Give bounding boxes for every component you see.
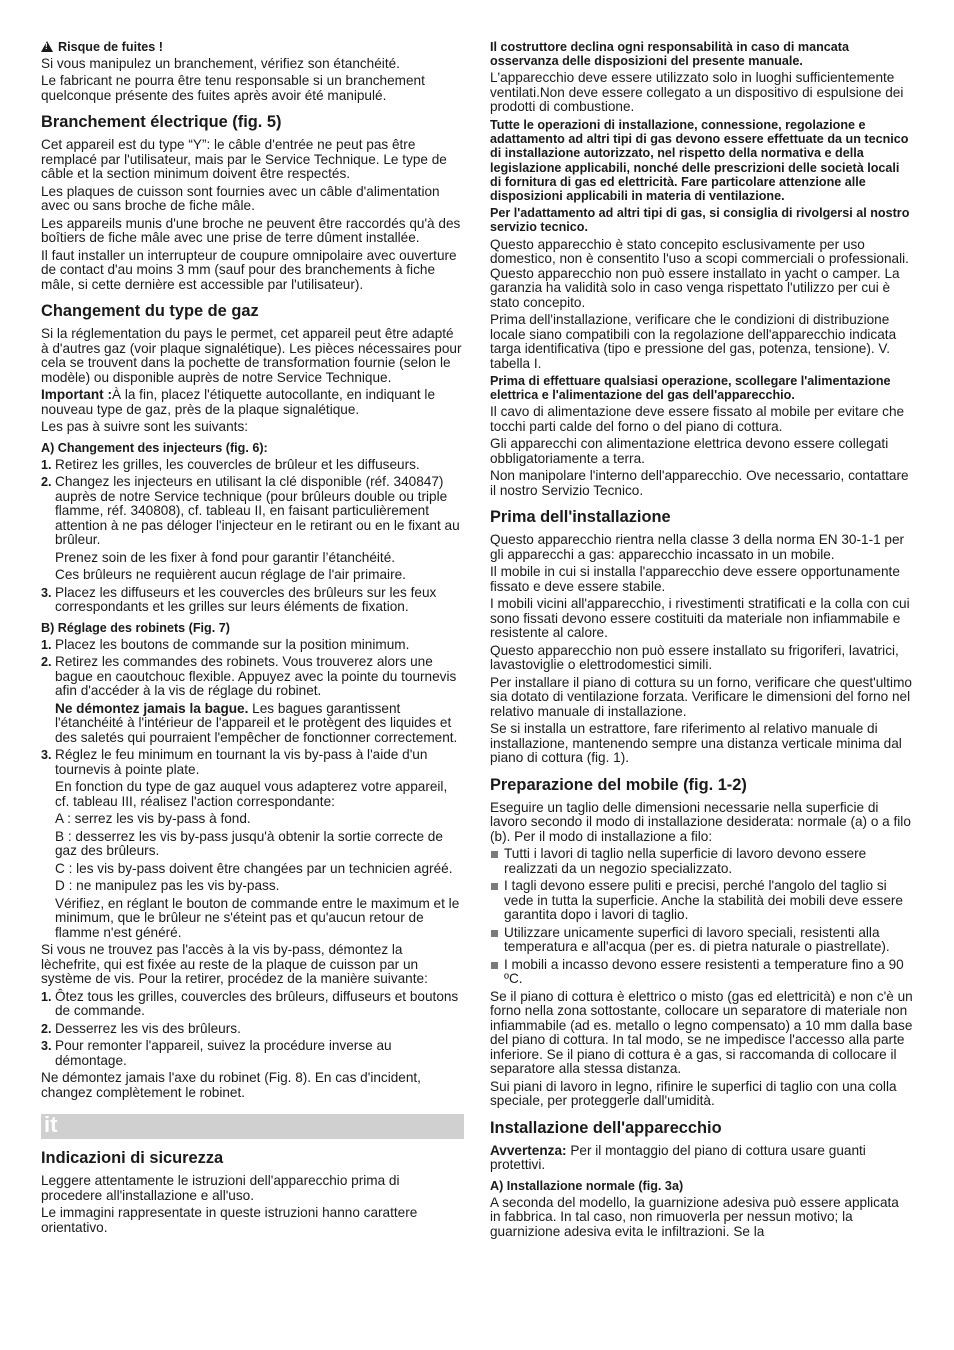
left-column: [41, 40, 464, 1238]
paragraph: Il faut installer un interrupteur de coupure omnipolaire avec ouverture de contact d'au moins 3 mm (sauf pour des branchements à fiche mâle, si cette dernière est accessible par l'utilisateur).: [41, 247, 457, 292]
list-b: [41, 638, 464, 699]
paragraph: Non manipolare l'interno dell'apparecchio. Ove necessario, contattare il nostro Servizio Tecnico.: [490, 468, 909, 498]
heading-branchement: Branchement électrique (fig. 5): [41, 113, 282, 131]
heading-preparazione: Preparazione del mobile (fig. 1-2): [490, 775, 747, 794]
list-item: 1. Retirez les grilles, les couvercles de brûleur et les diffuseurs.: [41, 456, 420, 472]
paragraph: Questo apparecchio rientra nella classe 3 della norma EN 30-1-1 per gli apparecchi a gas: apparecchio incassato in un mobile.: [490, 532, 905, 562]
paragraph: Se si installa un estrattore, fare riferimento al relativo manuale di installazione, mantenendo sempre una distanza verticale minima dal piano di cottura (fig. 1).: [490, 721, 902, 766]
list-a: [41, 458, 464, 548]
list-a-cont: [41, 586, 464, 615]
paragraph: Ne démontez jamais la bague. Les bagues garantissent l'étanchéité à l'intérieur de l'appareil et le protègent des liquides et des saletés qui pourraient l'empêcher de fonctionner correctement.: [55, 700, 458, 745]
paragraph: Les plaques de cuisson sont fournies avec un câble d'alimentation avec ou sans broche de fiche mâle.: [41, 183, 440, 213]
list-b-cont: [41, 748, 464, 777]
paragraph: Eseguire un taglio delle dimensioni necessarie nella superficie di lavoro secondo il modo di installazione desiderata: normale (a) o a filo (b). Per il modo di installazione a filo:: [490, 799, 911, 844]
paragraph: A : serrez les vis by-pass à fond.: [55, 811, 251, 826]
paragraph: Leggere attentamente le istruzioni dell'apparecchio prima di procedere all'installazione e all'uso.: [41, 1173, 400, 1203]
list-item: 2. Changez les injecteurs en utilisant la clé disponible (réf. 340847) auprès de notre Service technique (pour brûleurs double ou triple flamme, réf. 340808), cf. tableau II, en faisant particulièrement attention à ne pas déloger l'injecteur en le retirant ou en le fixant au brûleur.: [41, 474, 460, 547]
heading-changement: Changement du type de gaz: [41, 302, 259, 320]
paragraph: Il cavo di alimentazione deve essere fissato al mobile per evitare che tocchi parti calde del forno o del piano di cottura.: [490, 404, 905, 434]
warning-note: Avvertenza: Per il montaggio del piano di cottura usare guanti protettivi.: [490, 1142, 866, 1173]
paragraph-bold: Il costruttore declina ogni responsabilità in caso di mancata osservanza delle disposizioni del presente manuale.: [490, 40, 850, 69]
bullet-icon: [491, 962, 498, 969]
heading-installazione-a: A) Installazione normale (fig. 3a): [490, 1178, 684, 1193]
paragraph: Les pas à suivre sont les suivants:: [41, 419, 249, 434]
paragraph-bold: Tutte le operazioni di installazione, connessione, regolazione e adattamento ad altri tipi di gas devono essere effettuate da un tecnico di installazione autorizzato, nel rispetto della normativa e della legislazione applicabili, nonché delle prescrizioni delle società locali di fornitura di gas ed elettricità. Fare particolare attenzione alle disposizioni applicabili in materia di ventilazione.: [490, 117, 909, 203]
language-code: it: [44, 1112, 58, 1137]
paragraph: Si la réglementation du pays le permet, cet appareil peut être adapté à d'autres gaz (voir plaque signalétique). Les pièces nécessaires pour cela se trouvent dans la pochette de transformation fournie (selon le modèle) ou disponible auprès de notre Service Technique.: [41, 326, 462, 385]
paragraph: Gli apparecchi con alimentazione elettrica devono essere collegati obbligatoriamente a terra.: [490, 436, 889, 466]
warning-icon: [41, 41, 53, 52]
paragraph: Il mobile in cui si installa l'apparecchio deve essere opportunamente fissato e deve essere stabile.: [490, 564, 900, 594]
paragraph: C : les vis by-pass doivent être changées par un technicien agréé.: [55, 860, 453, 876]
heading-installazione: Installazione dell'apparecchio: [490, 1118, 722, 1137]
paragraph: Si vous ne trouvez pas l'accès à la vis by-pass, démontez la lèchefrite, qui est fixée au reste de la plaque de cuisson par un système de vis. Pour la retirer, procédez de la manière suivante:: [41, 942, 428, 986]
paragraph: Ces brûleurs ne requièrent aucun réglage de l'air primaire.: [55, 567, 406, 582]
paragraph: I mobili vicini all'apparecchio, i rivestimenti stratificati e la colla con cui sono fissati devono essere costituiti da materiale non infiammabile e resistente al calore.: [490, 596, 910, 641]
list-c: [41, 990, 464, 1069]
paragraph: Le immagini rappresentate in queste istruzioni hanno carattere orientativo.: [41, 1205, 418, 1235]
paragraph: Prima dell'installazione, verificare che le condizioni di distribuzione locale siano compatibili con la regolazione dell'apparecchio indicata targa identificativa (tipo e pressione del gas, potenza, tensione). V. tabella I.: [490, 312, 897, 371]
paragraph: Se il piano di cottura è elettrico o misto (gas ed elettricità) e non c'è un forno nella zona sottostante, collocare un separatore di materiale non infiammabile (ad es. metallo o legno compensato) a 10 mm dalla base del piano di cottura. In tal modo, se ne impedisce l'accesso alla parte inferiore. Se il piano di cottura è a gas, si raccomanda di collocare il separatore alla stessa distanza.: [490, 988, 913, 1077]
paragraph-bold: Prima di effettuare qualsiasi operazione, scollegare l'alimentazione elettrica e l'alimentazione del gas dell'apparecchio.: [490, 374, 891, 403]
paragraph: L'apparecchio deve essere utilizzato solo in luoghi sufficientemente ventilati.Non deve essere collegato a un dispositivo di espulsione dei prodotti di combustione.: [490, 70, 904, 115]
list-item: 1. Ôtez tous les grilles, couvercles des brûleurs, diffuseurs et boutons de commande.: [41, 988, 459, 1018]
list-item: 2. Retirez les commandes des robinets. Vous trouverez alors une bague en caoutchouc flexible. Appuyez avec la pointe du tournevis afin d'accéder à la vis de réglage du robinet.: [41, 654, 457, 698]
important-note: Important :À la fin, placez l'étiquette autocollante, en indiquant le nouveau type de gaz, près de la plaque signalétique.: [41, 387, 436, 417]
paragraph: Le fabricant ne pourra être tenu responsable si un branchement quelconque présente des fuites après avoir été manipulé.: [41, 73, 425, 103]
list-item: Tutti i lavori di taglio nella superficie di lavoro devono essere realizzati da un negozio specializzato.: [490, 847, 913, 876]
paragraph: En fonction du type de gaz auquel vous adapterez votre appareil, cf. tableau III, réalisez l'action correspondante:: [55, 779, 448, 809]
heading-a: A) Changement des injecteurs (fig. 6):: [41, 440, 268, 455]
bullet-list: [490, 847, 913, 987]
paragraph-bold: Per l'adattamento ad altri tipi di gas, si consiglia di rivolgersi al nostro servizio tecnico.: [490, 206, 910, 235]
paragraph: Questo apparecchio è stato concepito esclusivamente per uso domestico, non è consentito l'uso a scopi commerciali o professionali. Questo apparecchio non può essere installato in yacht o camper. La garanzia ha validità solo in caso venga rispettato l'utilizzo per cui è stato concepito.: [490, 236, 909, 310]
bullet-icon: [491, 930, 498, 937]
paragraph: B : desserrez les vis by-pass jusqu'à obtenir la sortie correcte de gaz des brûleurs.: [55, 828, 443, 858]
paragraph: Per installare il piano di cottura su un forno, verificare che quest'ultimo sia dotato di ventilazione forzata. Verificare le dimensioni del forno nel relativo manuale di installazione.: [490, 674, 912, 719]
list-item: 3. Pour remonter l'appareil, suivez la procédure inverse au démontage.: [41, 1038, 392, 1068]
heading-sicurezza: Indicazioni di sicurezza: [41, 1149, 224, 1167]
heading-b: B) Réglage des robinets (Fig. 7): [41, 620, 230, 635]
bullet-icon: [491, 851, 498, 858]
warning-title: !Risque de fuites !: [41, 40, 464, 55]
list-item: 3. Placez les diffuseurs et les couvercles des brûleurs sur les feux correspondants et les grilles sur leurs éléments de fixation.: [41, 584, 437, 614]
paragraph: A seconda del modello, la guarnizione adesiva può essere applicata in fabbrica. In tal caso, non rimuoverla per nessun motivo; la guarnizione adesiva evita le infiltrazioni. Se la: [490, 1194, 899, 1239]
list-item: 1. Placez les boutons de commande sur la position minimum.: [41, 636, 410, 652]
paragraph: Prenez soin de les fixer à fond pour garantir l’étanchéité.: [55, 549, 396, 565]
paragraph: Les appareils munis d'une broche ne peuvent être raccordés qu'à des boîtiers de fiche mâle avec une prise de terre dûment installée.: [41, 215, 461, 245]
list-item: I mobili a incasso devono essere resistenti a temperature fino a 90 ºC.: [490, 958, 913, 987]
paragraph: Vérifiez, en réglant le bouton de commande entre le maximum et le minimum, que le brûleur ne s'éteint pas et qu'aucun retour de flamme n'est généré.: [55, 895, 460, 940]
list-item: I tagli devono essere puliti e precisi, perché l'angolo del taglio si vede in tutta la superficie. Anche la stabilità dei mobili deve essere garantita dopo i lavori di taglio.: [490, 879, 913, 923]
paragraph: Ne démontez jamais l'axe du robinet (Fig. 8). En cas d'incident, changez complètement le robinet.: [41, 1070, 421, 1100]
heading-prima: Prima dell'installazione: [490, 508, 671, 527]
paragraph: Cet appareil est du type “Y”: le câble d'entrée ne peut pas être remplacé par l'utilisateur, mais par le Service Technique. Le type de câble et la section minimum doivent être respectés.: [41, 137, 447, 181]
list-item: Utilizzare unicamente superfici di lavoro speciali, resistenti alla temperatura e all'acqua (per es. di pietra naturale o piastrellate).: [490, 926, 913, 955]
paragraph: D : ne manipulez pas les vis by-pass.: [55, 878, 280, 893]
paragraph: Si vous manipulez un branchement, vérifiez son étanchéité.: [41, 55, 400, 71]
bullet-icon: [491, 883, 498, 890]
list-item: 2. Desserrez les vis des brûleurs.: [41, 1020, 241, 1036]
paragraph: Sui piani di lavoro in legno, rifinire le superfici di taglio con una colla speciale, per proteggerle dall'umidità.: [490, 1078, 897, 1109]
right-column: [490, 40, 913, 1242]
language-bar: [41, 1114, 464, 1139]
list-item: 3. Réglez le feu minimum en tournant la vis by-pass à l'aide d'un tournevis à pointe plate.: [41, 747, 428, 777]
paragraph: Questo apparecchio non può essere installato su frigoriferi, lavatrici, lavastoviglie o elettrodomestici simili.: [490, 642, 899, 673]
